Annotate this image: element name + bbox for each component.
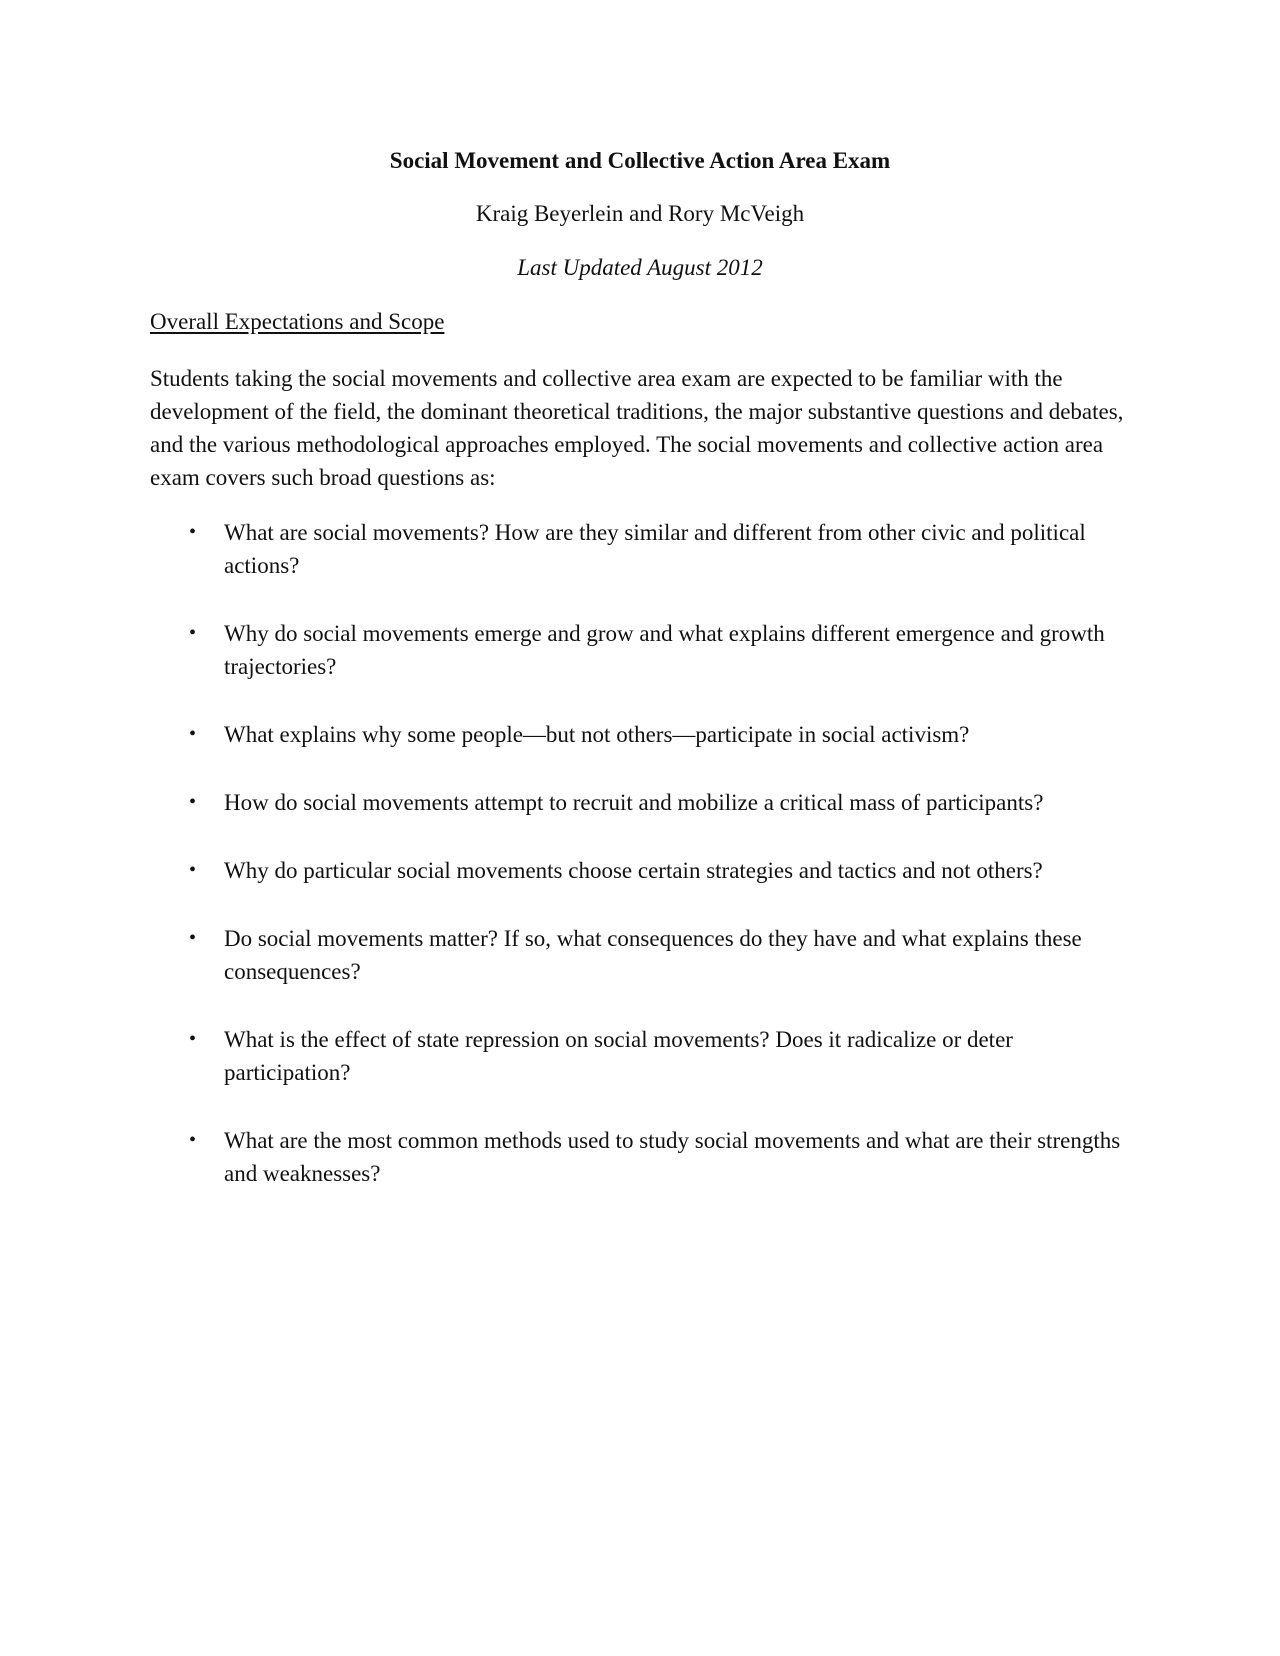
- bullet-icon: •: [189, 927, 197, 949]
- bullet-icon: •: [189, 791, 197, 813]
- question-text: What explains why some people—but not others—participate in social activism?: [224, 722, 970, 747]
- question-item: [0, 617, 1124, 683]
- question-item: [0, 1124, 1124, 1190]
- document-title: Social Movement and Collective Action Area Exam: [389, 148, 891, 173]
- bullet-icon: •: [189, 1129, 197, 1151]
- section-heading: Overall Expectations and Scope: [150, 309, 445, 334]
- question-item: [0, 718, 1124, 751]
- bullet-icon: •: [189, 859, 197, 881]
- last-updated-date: Last Updated August 2012: [517, 255, 763, 280]
- question-text: Do social movements matter? If so, what consequences do they have and what explains these consequences?: [224, 926, 1082, 984]
- bullet-icon: •: [189, 723, 197, 745]
- question-text: What is the effect of state repression on social movements? Does it radicalize or deter participation?: [224, 1027, 1013, 1085]
- document-authors: Kraig Beyerlein and Rory McVeigh: [475, 201, 805, 226]
- intro-paragraph: Students taking the social movements and collective area exam are expected to be familiar with the development of the field, the dominant theoretical traditions, the major substantive questions and debates, and the various methodological approaches employed. The social movements and collective action area exam covers such broad questions as:: [150, 366, 1124, 490]
- question-text: How do social movements attempt to recruit and mobilize a critical mass of participants?: [224, 790, 1044, 815]
- bullet-icon: •: [189, 622, 197, 644]
- bullet-icon: •: [189, 1028, 197, 1050]
- question-item: [0, 854, 1124, 887]
- question-item: [0, 1023, 1124, 1089]
- bullet-icon: •: [189, 521, 197, 543]
- question-text: Why do particular social movements choose certain strategies and tactics and not others?: [224, 858, 1043, 883]
- question-item: [0, 516, 1124, 582]
- question-item: [0, 922, 1124, 988]
- question-text: What are social movements? How are they similar and different from other civic and political actions?: [224, 520, 1086, 578]
- question-item: [0, 786, 1124, 819]
- question-list: [0, 516, 1280, 1225]
- question-text: Why do social movements emerge and grow and what explains different emergence and growth trajectories?: [224, 621, 1105, 679]
- question-text: What are the most common methods used to study social movements and what are their strengths and weaknesses?: [224, 1128, 1121, 1186]
